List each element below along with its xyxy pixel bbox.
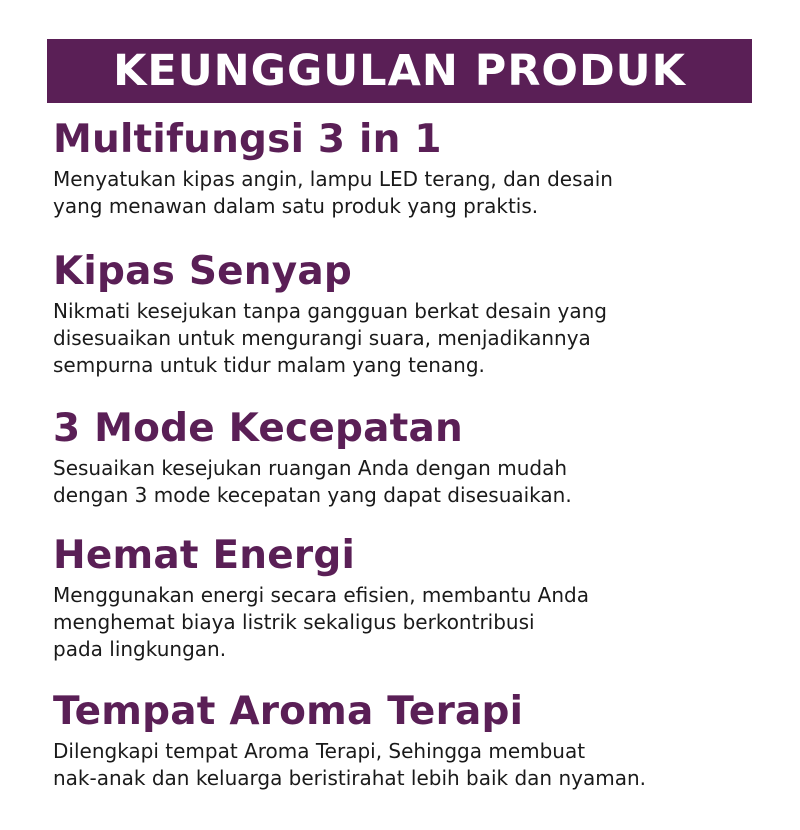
feature-description xyxy=(53,166,773,220)
feature-description xyxy=(53,582,773,663)
feature-aroma-terapi xyxy=(53,689,773,792)
feature-heading: Multifungsi 3 in 1 xyxy=(53,117,442,162)
feature-description-line: dengan 3 mode kecepatan yang dapat disesuaikan. xyxy=(53,483,572,507)
feature-description-line: Dilengkapi tempat Aroma Terapi, Sehingga membuat xyxy=(53,739,586,763)
feature-heading: 3 Mode Kecepatan xyxy=(53,406,463,451)
feature-description-line: nak-anak dan keluarga beristirahat lebih baik dan nyaman. xyxy=(53,766,647,790)
feature-description xyxy=(53,738,773,792)
feature-description-line: Nikmati kesejukan tanpa gangguan berkat desain yang xyxy=(53,299,607,323)
page-title: KEUNGGULAN PRODUK xyxy=(113,45,686,96)
feature-description-line: menghemat biaya listrik sekaligus berkontribusi xyxy=(53,610,535,634)
feature-description xyxy=(53,298,773,379)
feature-hemat-energi xyxy=(53,533,773,663)
feature-description xyxy=(53,455,773,509)
feature-kipas-senyap xyxy=(53,249,773,379)
feature-multifungsi xyxy=(53,117,773,220)
feature-description-line: Menyatukan kipas angin, lampu LED terang, dan desain xyxy=(53,167,613,191)
feature-heading: Hemat Energi xyxy=(53,533,356,578)
feature-mode-kecepatan xyxy=(53,406,773,509)
feature-description-line: sempurna untuk tidur malam yang tenang. xyxy=(53,353,485,377)
feature-description-line: yang menawan dalam satu produk yang praktis. xyxy=(53,194,539,218)
title-banner xyxy=(47,39,752,103)
feature-heading: Tempat Aroma Terapi xyxy=(53,689,524,734)
feature-description-line: pada lingkungan. xyxy=(53,637,227,661)
feature-description-line: Menggunakan energi secara efisien, membantu Anda xyxy=(53,583,589,607)
feature-description-line: disesuaikan untuk mengurangi suara, menjadikannya xyxy=(53,326,591,350)
feature-heading: Kipas Senyap xyxy=(53,249,352,294)
feature-description-line: Sesuaikan kesejukan ruangan Anda dengan mudah xyxy=(53,456,568,480)
